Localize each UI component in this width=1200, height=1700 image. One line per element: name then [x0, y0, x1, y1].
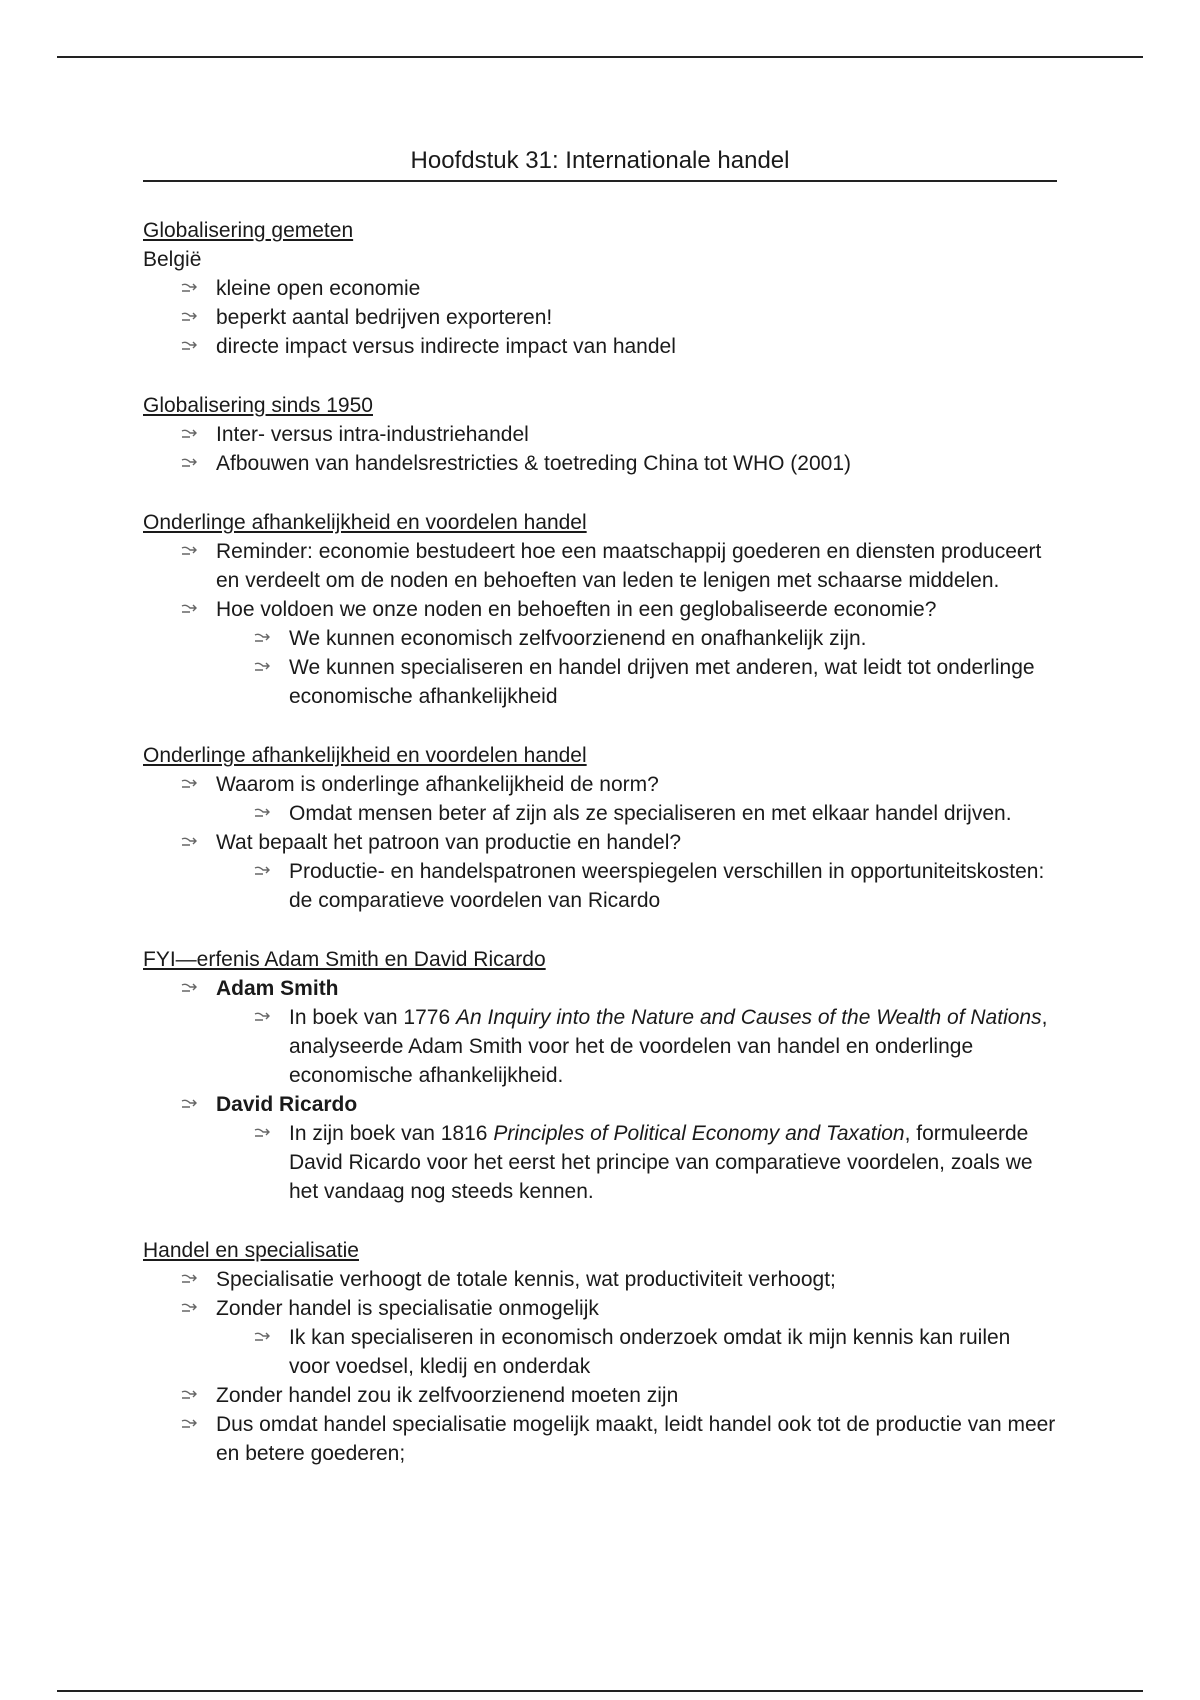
book-title: Principles of Political Economy and Taxation	[493, 1122, 905, 1145]
section-heading: Onderlinge afhankelijkheid en voordelen handel	[143, 744, 587, 767]
section-onderlinge-afhankelijkheid-2	[143, 741, 1057, 915]
section-globalisering-gemeten	[143, 216, 1057, 361]
arrow-bullet-icon	[181, 340, 197, 352]
list-item: Zonder handel zou ik zelfvoorzienend moeten zijn	[143, 1381, 1057, 1410]
list-item	[143, 1090, 1057, 1206]
arrow-bullet-icon	[181, 1302, 197, 1314]
list-item: Waarom is onderlinge afhankelijkheid de norm? Omdat mensen beter af zijn als ze specialiseren en met elkaar handel drijven.	[143, 770, 1057, 828]
list-item: directe impact versus indirecte impact van handel	[143, 332, 1057, 361]
section-heading: Onderlinge afhankelijkheid en voordelen handel	[143, 511, 587, 534]
list-item: Dus omdat handel specialisatie mogelijk maakt, leidt handel ook tot de productie van meer en betere goederen;	[143, 1410, 1057, 1468]
list-item: Reminder: economie bestudeert hoe een maatschappij goederen en diensten produceert en verdeelt om de noden en behoeften van leden te lenigen met schaarse middelen.	[143, 537, 1057, 595]
sub-list-item: We kunnen economisch zelfvoorzienend en onafhankelijk zijn.	[216, 624, 1057, 653]
section-heading: Globalisering sinds 1950	[143, 394, 373, 417]
arrow-bullet-icon	[254, 1011, 270, 1023]
arrow-bullet-icon	[181, 311, 197, 323]
arrow-bullet-icon	[254, 865, 270, 877]
arrow-bullet-icon	[181, 1389, 197, 1401]
sub-list-item: Productie- en handelspatronen weerspiegelen verschillen in opportuniteitskosten: de comparatieve voordelen van Ricardo	[216, 857, 1057, 915]
section-heading: FYI—erfenis Adam Smith en David Ricardo	[143, 948, 546, 971]
page-title: Hoofdstuk 31: Internationale handel	[143, 146, 1057, 182]
section-onderlinge-afhankelijkheid-1	[143, 508, 1057, 711]
list-item	[143, 974, 1057, 1090]
book-title: An Inquiry into the Nature and Causes of the Wealth of Nations	[455, 1006, 1042, 1029]
sub-list-item: Ik kan specialiseren in economisch onderzoek omdat ik mijn kennis kan ruilen voor voedsel, kledij en onderdak	[216, 1323, 1057, 1381]
top-rule	[57, 56, 1143, 58]
arrow-bullet-icon	[254, 632, 270, 644]
arrow-bullet-icon	[181, 1098, 197, 1110]
bottom-rule	[57, 1690, 1143, 1692]
list-item: Zonder handel is specialisatie onmogelijk Ik kan specialiseren in economisch onderzoek omdat ik mijn kennis kan ruilen voor voedsel, kledij en onderdak	[143, 1294, 1057, 1381]
list-item: beperkt aantal bedrijven exporteren!	[143, 303, 1057, 332]
arrow-bullet-icon	[181, 457, 197, 469]
section-heading: Globalisering gemeten	[143, 219, 354, 242]
section-handel-en-specialisatie	[143, 1236, 1057, 1468]
sub-list-item: In zijn boek van 1816 Principles of Political Economy and Taxation, formuleerde David Ricardo voor het eerst het principe van comparatieve voordelen, zoals we het vandaag nog steeds kennen.	[216, 1119, 1057, 1206]
arrow-bullet-icon	[254, 661, 270, 673]
list-item: Inter- versus intra-industriehandel	[143, 420, 1057, 449]
list-item: Specialisatie verhoogt de totale kennis, wat productiviteit verhoogt;	[143, 1265, 1057, 1294]
section-globalisering-sinds-1950	[143, 391, 1057, 478]
arrow-bullet-icon	[254, 1331, 270, 1343]
arrow-bullet-icon	[181, 836, 197, 848]
arrow-bullet-icon	[181, 982, 197, 994]
person-name: David Ricardo	[216, 1093, 358, 1116]
sub-list-item: We kunnen specialiseren en handel drijven met anderen, wat leidt tot onderlinge economische afhankelijkheid	[216, 653, 1057, 711]
arrow-bullet-icon	[254, 1127, 270, 1139]
arrow-bullet-icon	[181, 1273, 197, 1285]
arrow-bullet-icon	[181, 428, 197, 440]
list-item: Afbouwen van handelsrestricties & toetreding China tot WHO (2001)	[143, 449, 1057, 478]
list-item: Hoe voldoen we onze noden en behoeften in een geglobaliseerde economie? We kunnen economisch zelfvoorzienend en onafhankelijk zijn. We kunnen specialiseren en handel drijven met anderen, wat leidt tot onderlinge economische afhankelijkheid	[143, 595, 1057, 711]
document-body	[143, 146, 1057, 1498]
arrow-bullet-icon	[181, 282, 197, 294]
arrow-bullet-icon	[181, 778, 197, 790]
list-item: Wat bepaalt het patroon van productie en handel? Productie- en handelspatronen weerspiegelen verschillen in opportuniteitskosten: de comparatieve voordelen van Ricardo	[143, 828, 1057, 915]
section-fyi-smith-ricardo	[143, 945, 1057, 1206]
arrow-bullet-icon	[254, 807, 270, 819]
sub-list-item: In boek van 1776 An Inquiry into the Nature and Causes of the Wealth of Nations, analyseerde Adam Smith voor het de voordelen van handel en onderlinge economische afhankelijkheid.	[216, 1003, 1057, 1090]
person-name: Adam Smith	[216, 977, 339, 1000]
list-item: kleine open economie	[143, 274, 1057, 303]
arrow-bullet-icon	[181, 603, 197, 615]
section-heading: Handel en specialisatie	[143, 1239, 359, 1262]
arrow-bullet-icon	[181, 1418, 197, 1430]
arrow-bullet-icon	[181, 545, 197, 557]
sub-list-item: Omdat mensen beter af zijn als ze specialiseren en met elkaar handel drijven.	[216, 799, 1057, 828]
section-subtitle: België	[143, 248, 202, 271]
